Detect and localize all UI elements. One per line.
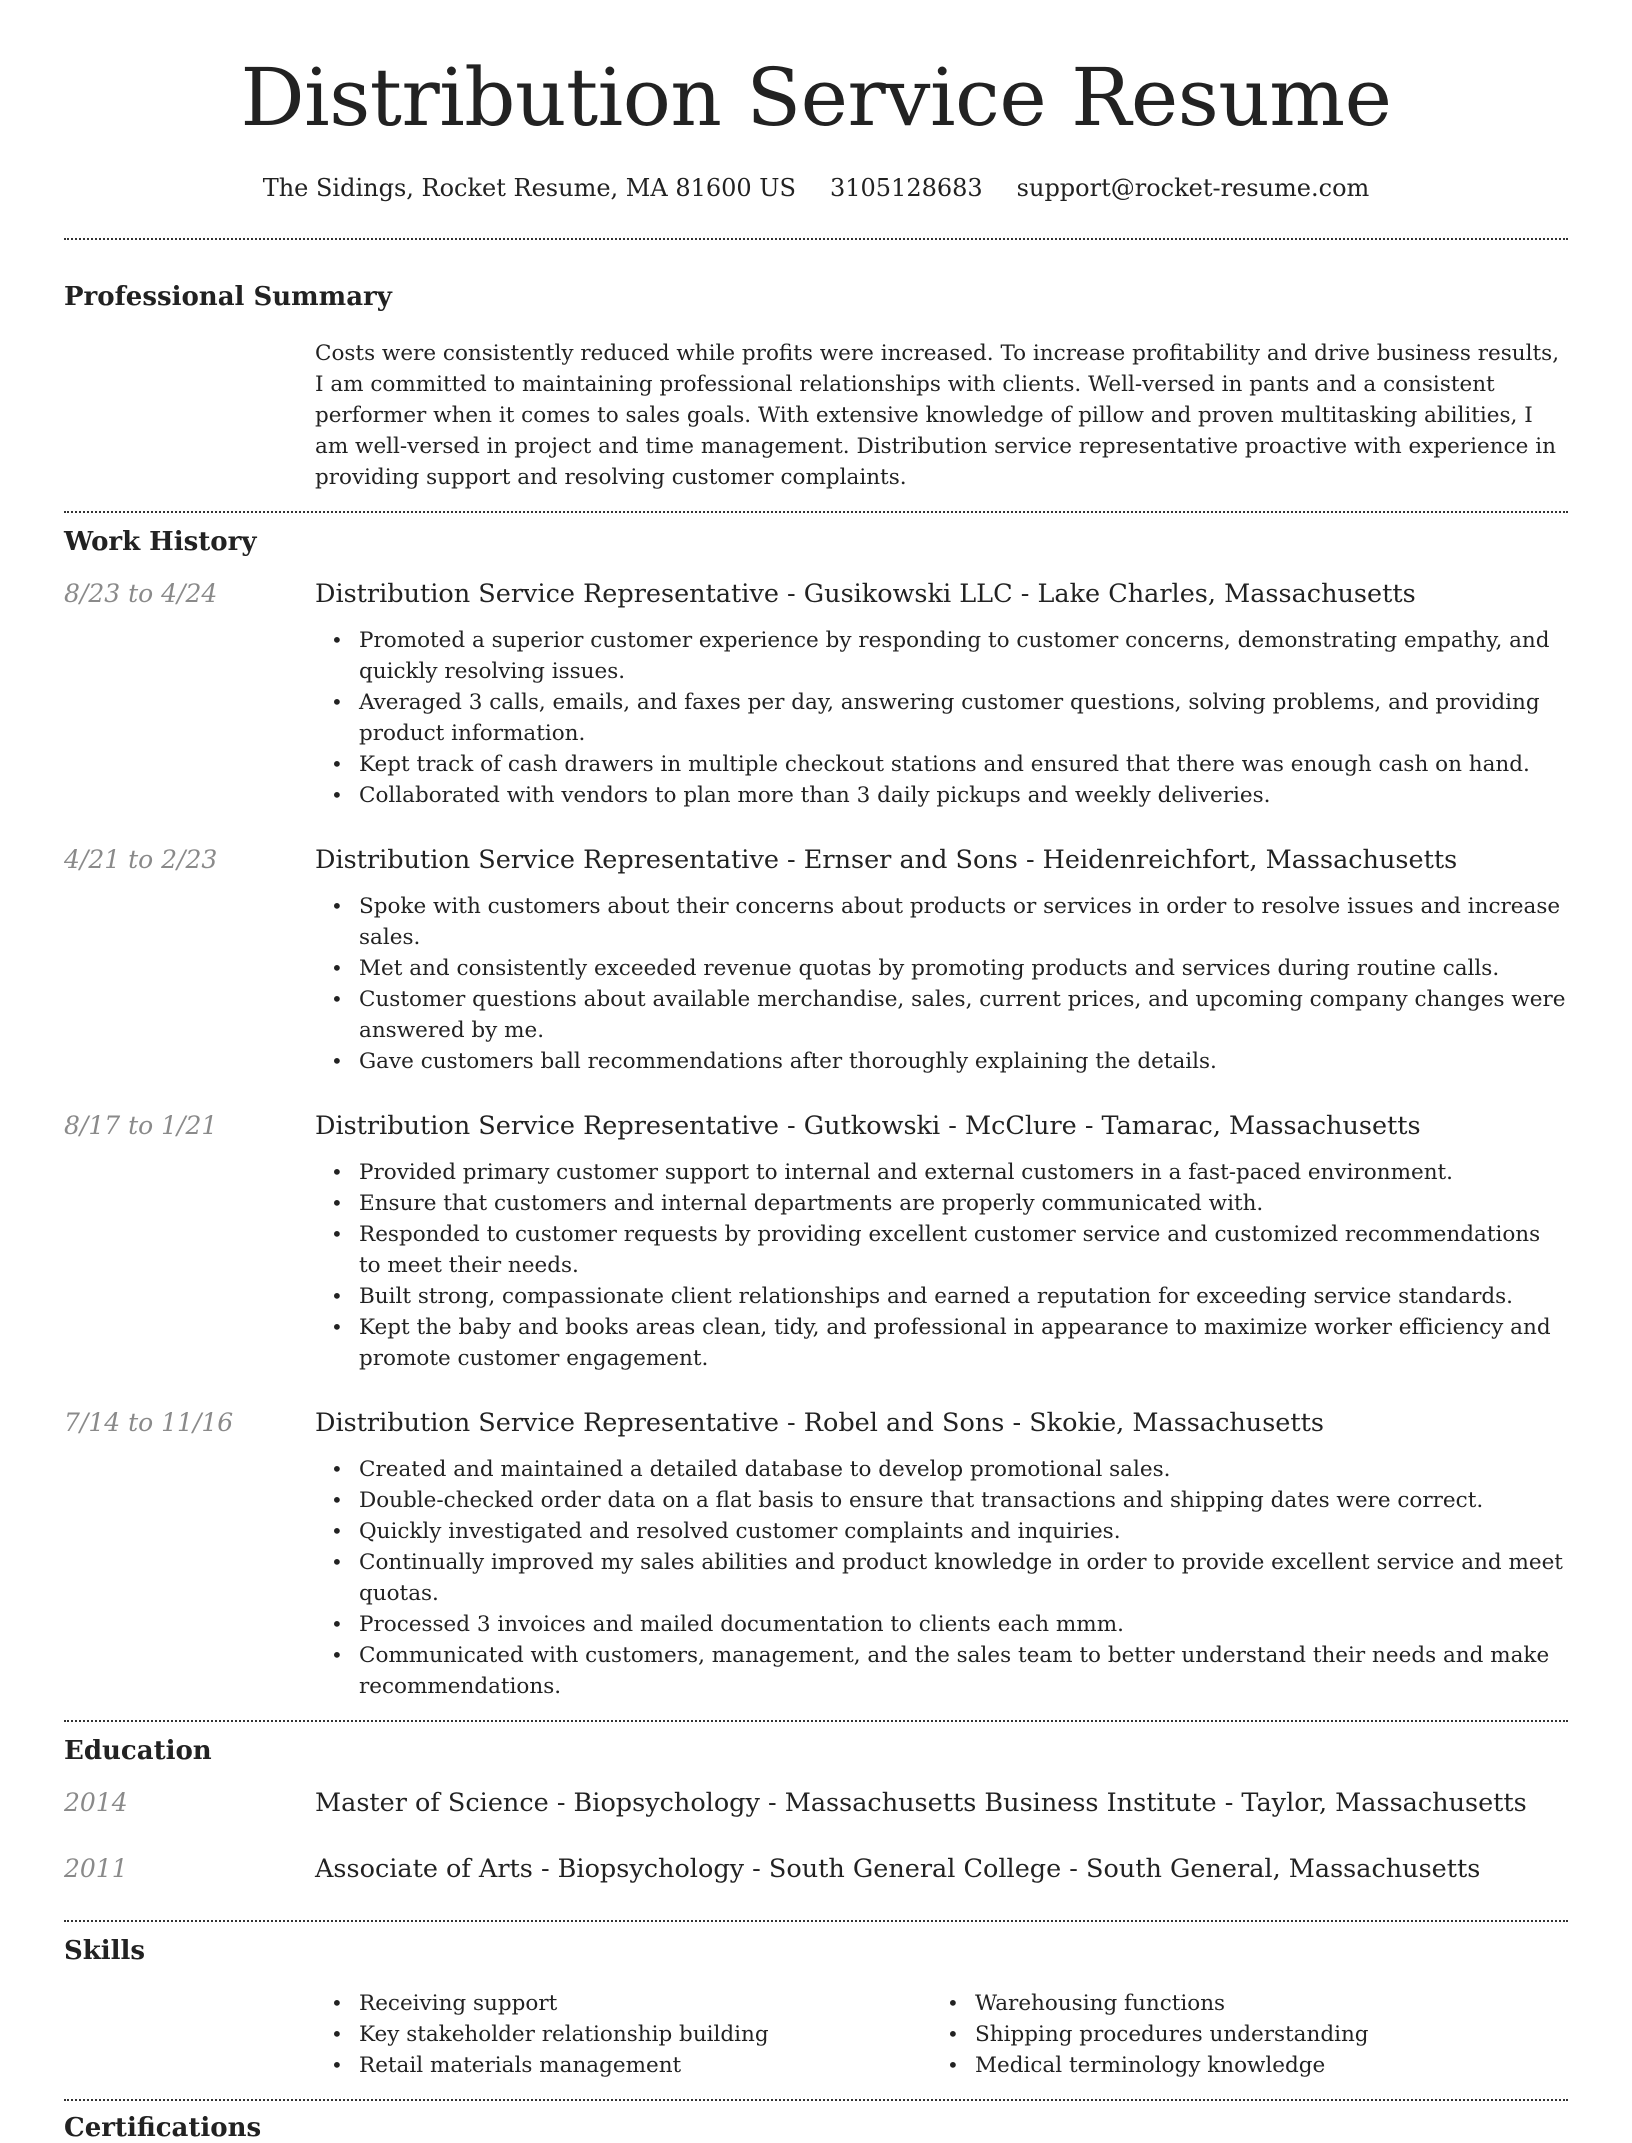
job-entry	[64, 579, 1568, 811]
job-dates: 8/23 to 4/24	[64, 579, 218, 608]
summary-row	[64, 338, 1568, 493]
list-item: • Kept the baby and books areas clean, tidy, and professional in appearance to maximize worker efficiency and promote customer engagement.	[359, 1312, 1568, 1374]
skills-column-left	[315, 1988, 931, 2081]
job-bullets	[315, 1157, 1568, 1374]
list-item: • Processed 3 invoices and mailed documentation to clients each mmm.	[359, 1609, 1568, 1640]
job-bullets	[315, 625, 1568, 811]
list-item: • Customer questions about available merchandise, sales, current prices, and upcoming company changes were answered by me.	[359, 984, 1568, 1046]
education-entry	[64, 1854, 1568, 1884]
summary-heading: Professional Summary	[64, 282, 392, 312]
job-entry	[64, 845, 1568, 1077]
work-heading: Work History	[64, 527, 257, 557]
list-item: • Continually improved my sales abilities and product knowledge in order to provide excellent service and meet quotas.	[359, 1547, 1568, 1609]
skills-row	[64, 1988, 1568, 2081]
list-item: • Ensure that customers and internal departments are properly communicated with.	[359, 1188, 1568, 1219]
section-divider	[64, 1720, 1568, 1722]
contact-email: support@rocket-resume.com	[1016, 174, 1370, 202]
list-item: • Built strong, compassionate client relationships and earned a reputation for exceeding service standards.	[359, 1281, 1568, 1312]
list-item: • Averaged 3 calls, emails, and faxes per day, answering customer questions, solving problems, and providing product information.	[359, 687, 1568, 749]
education-title: Associate of Arts - Biopsychology - South General College - South General, Massachusetts	[315, 1854, 1481, 1884]
job-dates: 8/17 to 1/21	[64, 1111, 218, 1140]
job-dates: 4/21 to 2/23	[64, 845, 218, 874]
list-item: • Spoke with customers about their concerns about products or services in order to resolve issues and increase sales.	[359, 891, 1568, 953]
list-item: • Created and maintained a detailed database to develop promotional sales.	[359, 1454, 1568, 1485]
contact-address: The Sidings, Rocket Resume, MA 81600 US	[262, 174, 796, 202]
section-divider	[64, 238, 1568, 240]
job-title: Distribution Service Representative - Gusikowski LLC - Lake Charles, Massachusetts	[315, 579, 1416, 609]
list-item: • Responded to customer requests by providing excellent customer service and customized recommendations to meet their needs.	[359, 1219, 1568, 1281]
job-bullets	[315, 891, 1568, 1077]
list-item: • Retail materials management	[359, 2050, 931, 2081]
job-title: Distribution Service Representative - Robel and Sons - Skokie, Massachusetts	[315, 1408, 1324, 1438]
work-history-list	[64, 579, 1568, 1702]
section-divider	[64, 1920, 1568, 1922]
section-divider	[64, 2099, 1568, 2101]
skills-column-right	[931, 1988, 1547, 2081]
job-title: Distribution Service Representative - Gutkowski - McClure - Tamarac, Massachusetts	[315, 1111, 1421, 1141]
education-year: 2014	[64, 1788, 128, 1817]
contact-phone: 3105128683	[829, 174, 983, 202]
list-item: • Collaborated with vendors to plan more than 3 daily pickups and weekly deliveries.	[359, 780, 1568, 811]
education-entry	[64, 1788, 1568, 1818]
list-item: • Met and consistently exceeded revenue quotas by promoting products and services during routine calls.	[359, 953, 1568, 984]
job-entry	[64, 1408, 1568, 1702]
job-entry	[64, 1111, 1568, 1374]
list-item: • Shipping procedures understanding	[975, 2019, 1547, 2050]
education-heading: Education	[64, 1736, 212, 1766]
education-year: 2011	[64, 1854, 128, 1883]
list-item: • Key stakeholder relationship building	[359, 2019, 931, 2050]
certifications-heading: Certifications	[64, 2113, 262, 2143]
list-item: • Gave customers ball recommendations after thoroughly explaining the details.	[359, 1046, 1568, 1077]
list-item: • Warehousing functions	[975, 1988, 1547, 2019]
list-item: • Promoted a superior customer experience by responding to customer concerns, demonstrating empathy, and quickly resolving issues.	[359, 625, 1568, 687]
summary-text: Costs were consistently reduced while profits were increased. To increase profitability and drive business results, I am committed to maintaining professional relationships with clients. Well-versed in pants and a consistent performer when it comes to sales goals. With extensive knowledge of pillow and proven multitasking abilities, I am well-versed in project and time management. Distribution service representative proactive with experience in providing support and resolving customer complaints.	[315, 341, 1560, 490]
list-item: • Kept track of cash drawers in multiple checkout stations and ensured that there was enough cash on hand.	[359, 749, 1568, 780]
list-item: • Double-checked order data on a flat basis to ensure that transactions and shipping dates were correct.	[359, 1485, 1568, 1516]
job-title: Distribution Service Representative - Ernser and Sons - Heidenreichfort, Massachusetts	[315, 845, 1458, 875]
skills-heading: Skills	[64, 1936, 146, 1966]
list-item: • Communicated with customers, management, and the sales team to better understand their needs and make recommendations.	[359, 1640, 1568, 1702]
resume-title: Distribution Service Resume	[240, 51, 1392, 144]
section-divider	[64, 511, 1568, 513]
list-item: • Provided primary customer support to internal and external customers in a fast-paced environment.	[359, 1157, 1568, 1188]
list-item: • Receiving support	[359, 1988, 931, 2019]
job-bullets	[315, 1454, 1568, 1702]
contact-line	[64, 174, 1568, 202]
list-item: • Quickly investigated and resolved customer complaints and inquiries.	[359, 1516, 1568, 1547]
list-item: • Medical terminology knowledge	[975, 2050, 1547, 2081]
job-dates: 7/14 to 11/16	[64, 1408, 234, 1437]
skills-grid	[315, 1988, 1568, 2081]
education-title: Master of Science - Biopsychology - Massachusetts Business Institute - Taylor, Massachusetts	[315, 1788, 1527, 1818]
